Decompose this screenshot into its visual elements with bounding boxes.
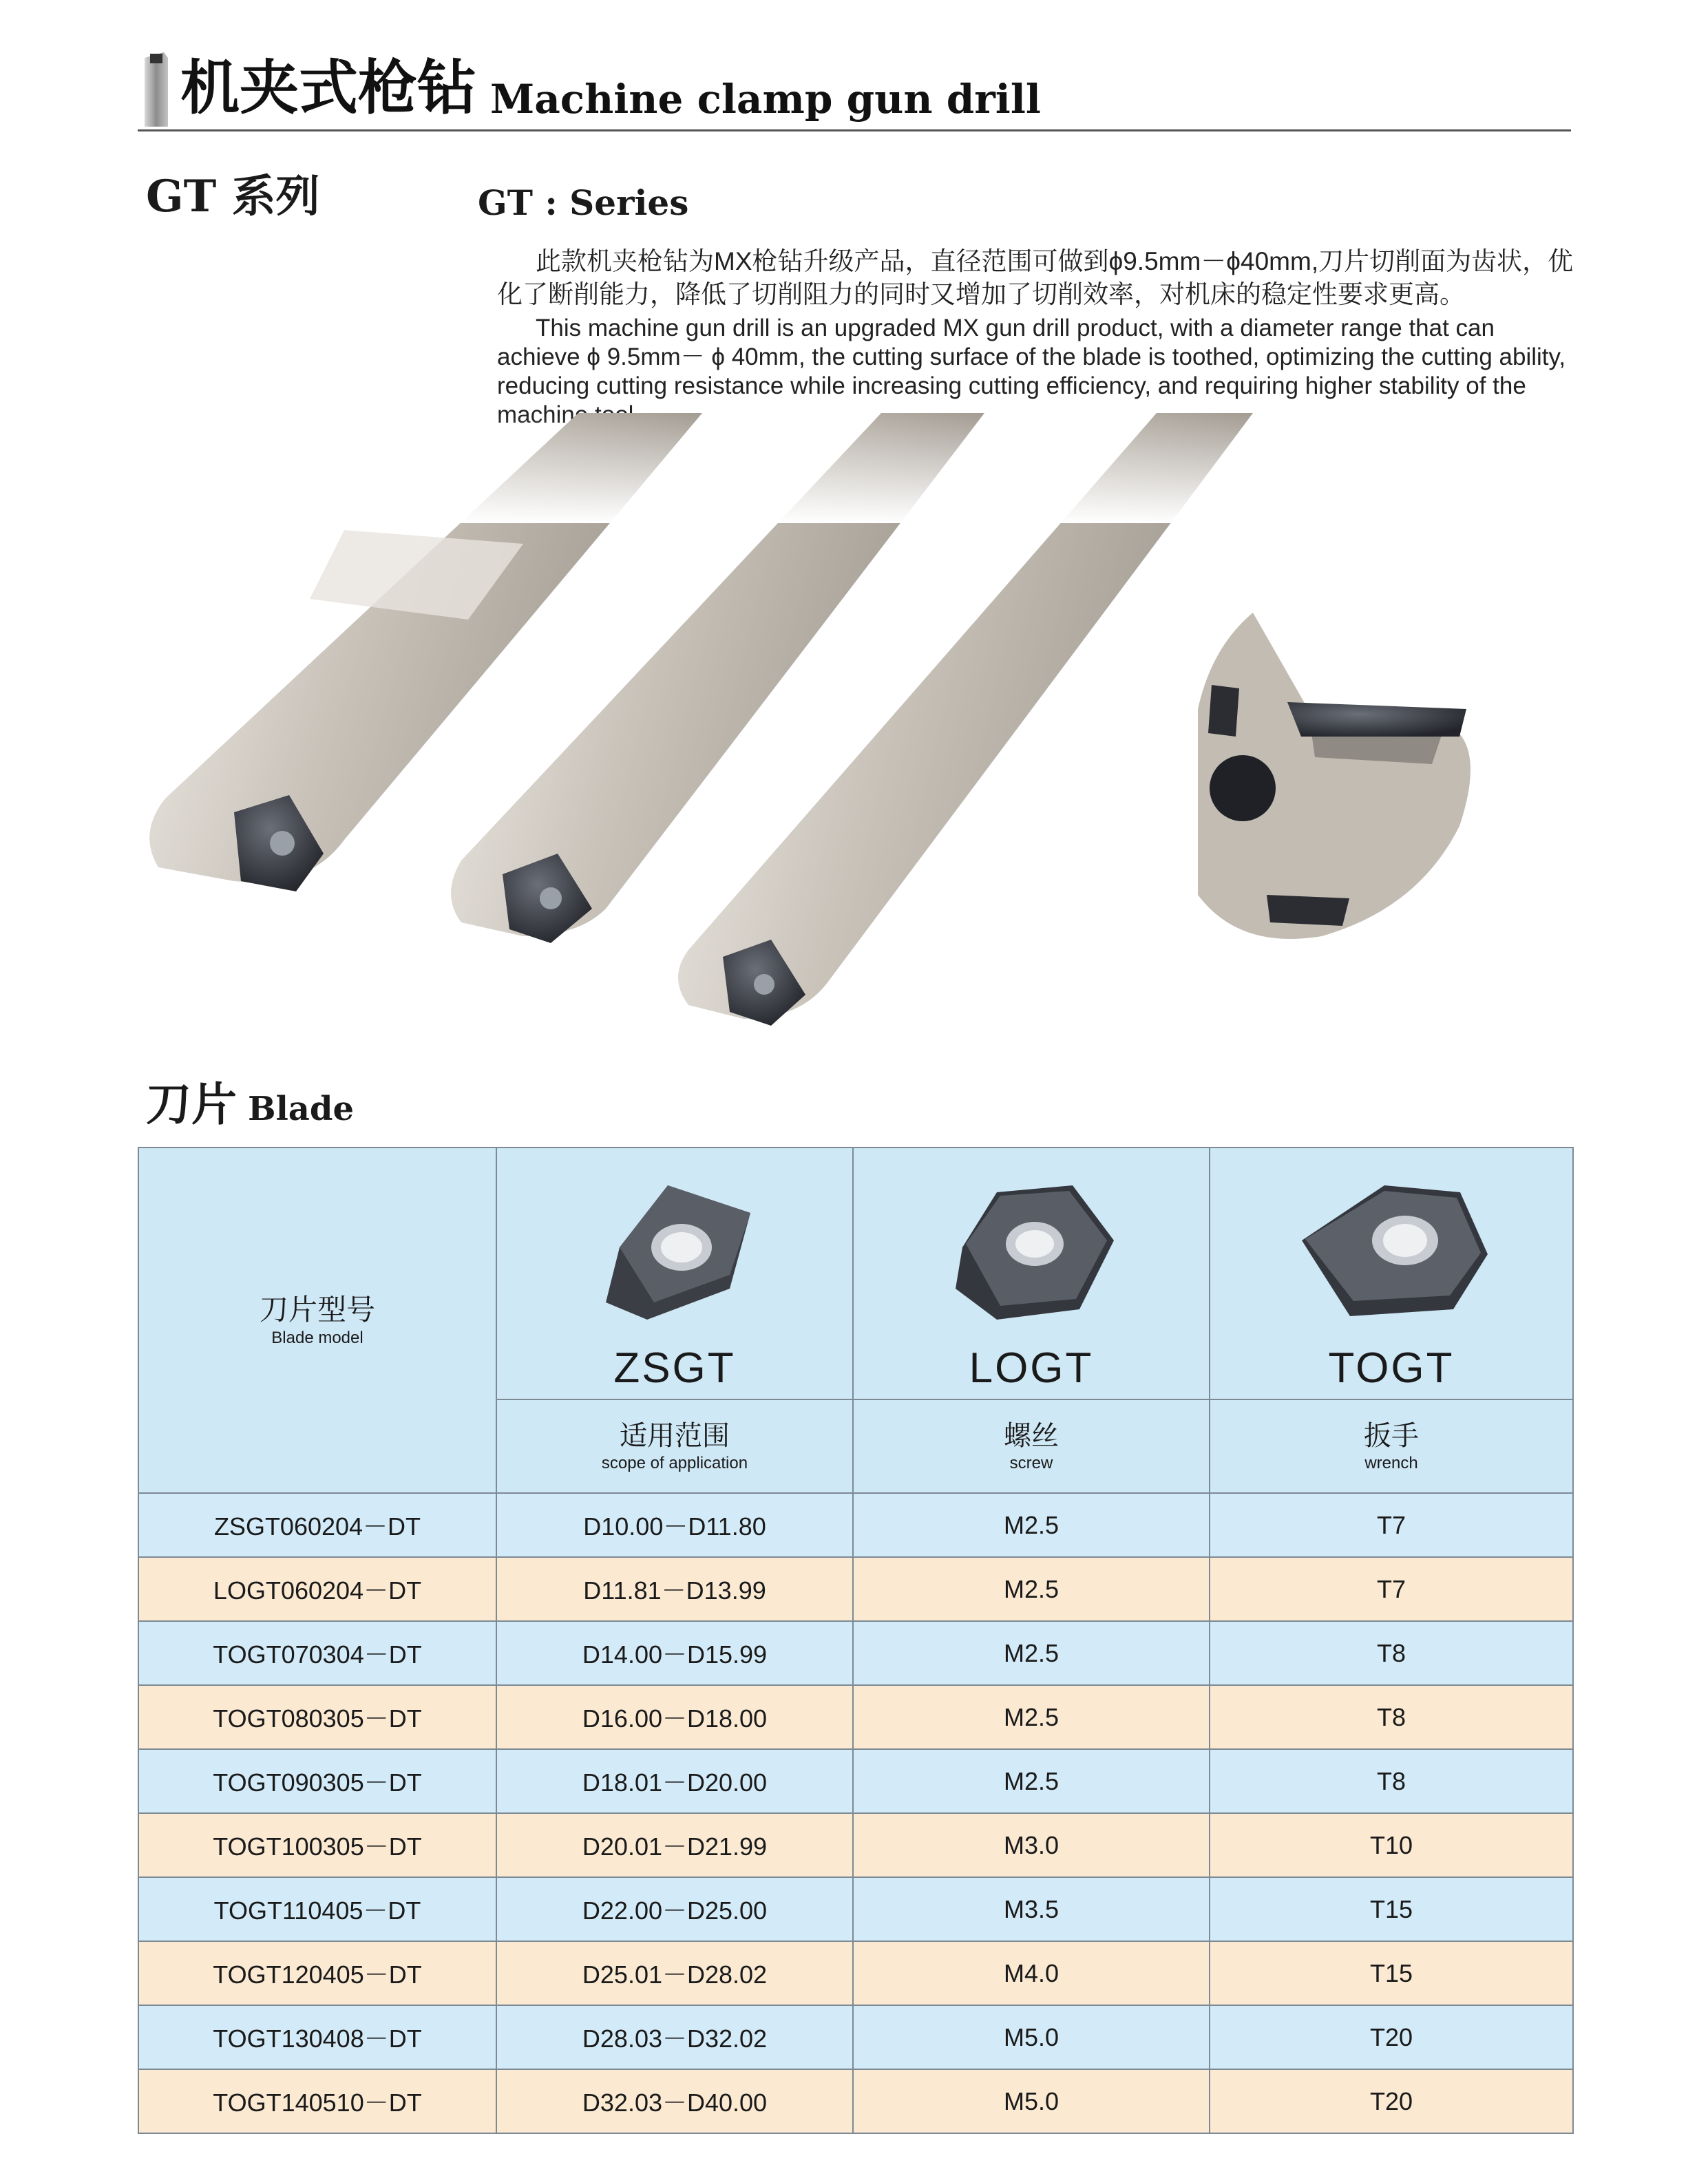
scope-cell: D22.00－D25.00 xyxy=(496,1877,853,1941)
blade-type-zsgt xyxy=(496,1148,853,1399)
scope-header-cn: 适用范围 xyxy=(620,1421,730,1451)
scope-header xyxy=(496,1399,853,1493)
zsgt-insert-icon xyxy=(592,1172,757,1337)
togt-insert-icon xyxy=(1288,1172,1495,1337)
scope-cell: D11.81－D13.99 xyxy=(496,1557,853,1621)
wrench-header-en: wrench xyxy=(1364,1454,1418,1472)
table-row xyxy=(138,1877,1573,1941)
wrench-cell: T20 xyxy=(1210,2069,1573,2133)
scope-cell: D20.01－D21.99 xyxy=(496,1813,853,1877)
blade-type-togt xyxy=(1210,1148,1573,1399)
model-cell: TOGT090305－DT xyxy=(138,1749,496,1813)
screw-cell: M2.5 xyxy=(853,1493,1210,1557)
screw-cell: M2.5 xyxy=(853,1621,1210,1685)
screw-cell: M2.5 xyxy=(853,1685,1210,1749)
table-row xyxy=(138,1557,1573,1621)
scope-cell: D16.00－D18.00 xyxy=(496,1685,853,1749)
screw-cell: M3.0 xyxy=(853,1813,1210,1877)
wrench-cell: T8 xyxy=(1210,1749,1573,1813)
table-row xyxy=(138,1941,1573,2005)
blade-section-heading xyxy=(146,1077,354,1136)
wrench-cell: T15 xyxy=(1210,1877,1573,1941)
description-cn: 此款机夹枪钻为MX枪钻升级产品，直径范围可做到ϕ9.5mm－ϕ40mm,刀片切削面为齿状，优化了断削能力，降低了切削阻力的同时又增加了切削效率，对机床的稳定性要求更高。 xyxy=(497,247,1574,308)
blade-type-label: TOGT xyxy=(1328,1344,1455,1392)
table-row xyxy=(138,1813,1573,1877)
gun-drill-product-image xyxy=(138,413,1515,1046)
blade-model-header xyxy=(138,1148,496,1493)
logt-insert-icon xyxy=(942,1172,1121,1337)
model-cell: TOGT140510－DT xyxy=(138,2069,496,2133)
page-title-cn: 机夹式枪钻 xyxy=(180,53,476,123)
screw-cell: M2.5 xyxy=(853,1749,1210,1813)
screw-cell: M5.0 xyxy=(853,2069,1210,2133)
wrench-cell: T8 xyxy=(1210,1621,1573,1685)
blade-spec-table xyxy=(138,1147,1574,2134)
blade-title-en: Blade xyxy=(248,1090,355,1128)
model-cell: TOGT110405－DT xyxy=(138,1877,496,1941)
blade-type-logt xyxy=(853,1148,1210,1399)
screw-header xyxy=(853,1399,1210,1493)
table-row xyxy=(138,2069,1573,2133)
wrench-cell: T10 xyxy=(1210,1813,1573,1877)
model-cell: LOGT060204－DT xyxy=(138,1557,496,1621)
screw-cell: M2.5 xyxy=(853,1557,1210,1621)
blade-title-cn: 刀片 xyxy=(146,1077,237,1131)
wrench-cell: T8 xyxy=(1210,1685,1573,1749)
scope-cell: D14.00－D15.99 xyxy=(496,1621,853,1685)
scope-cell: D28.03－D32.02 xyxy=(496,2005,853,2069)
scope-cell: D25.01－D28.02 xyxy=(496,1941,853,2005)
table-row xyxy=(138,1621,1573,1685)
blade-model-header-cn: 刀片型号 xyxy=(259,1293,375,1326)
model-cell: TOGT080305－DT xyxy=(138,1685,496,1749)
blade-table-body xyxy=(138,1493,1573,2133)
blade-model-header-en: Blade model xyxy=(271,1329,363,1347)
blade-type-label: ZSGT xyxy=(613,1344,736,1392)
screw-header-en: screw xyxy=(1009,1454,1053,1472)
wrench-cell: T7 xyxy=(1210,1493,1573,1557)
wrench-header-cn: 扳手 xyxy=(1364,1421,1419,1451)
screw-cell: M4.0 xyxy=(853,1941,1210,2005)
model-cell: TOGT120405－DT xyxy=(138,1941,496,2005)
screw-cell: M3.5 xyxy=(853,1877,1210,1941)
model-cell: TOGT100305－DT xyxy=(138,1813,496,1877)
series-title-cn: GT 系列 xyxy=(146,171,320,222)
gun-drill-logo-icon xyxy=(140,48,171,131)
scope-header-en: scope of application xyxy=(601,1454,748,1472)
screw-header-cn: 螺丝 xyxy=(1004,1421,1059,1451)
wrench-header xyxy=(1210,1399,1573,1493)
product-description xyxy=(497,245,1578,430)
table-row xyxy=(138,1685,1573,1749)
screw-cell: M5.0 xyxy=(853,2005,1210,2069)
description-en: This machine gun drill is an upgraded MX gun drill product, with a diameter range that can achieve ϕ 9.5mm－ ϕ 40mm, the cutting surface of the blade is toothed, optimizing the cutting ability, reducing cutting resistance while increasing cutting efficiency, and requiring higher stability of the xyxy=(497,315,1566,399)
blade-type-label: LOGT xyxy=(969,1344,1094,1392)
page-title-en: Machine clamp gun drill xyxy=(490,76,1041,123)
scope-cell: D18.01－D20.00 xyxy=(496,1749,853,1813)
table-row xyxy=(138,1749,1573,1813)
wrench-cell: T15 xyxy=(1210,1941,1573,2005)
model-cell: TOGT130408－DT xyxy=(138,2005,496,2069)
wrench-cell: T7 xyxy=(1210,1557,1573,1621)
model-cell: TOGT070304－DT xyxy=(138,1621,496,1685)
series-title-en: GT : Series xyxy=(478,182,689,223)
header-divider xyxy=(138,129,1571,131)
wrench-cell: T20 xyxy=(1210,2005,1573,2069)
table-row xyxy=(138,1493,1573,1557)
scope-cell: D10.00－D11.80 xyxy=(496,1493,853,1557)
scope-cell: D32.03－D40.00 xyxy=(496,2069,853,2133)
table-row xyxy=(138,2005,1573,2069)
model-cell: ZSGT060204－DT xyxy=(138,1493,496,1557)
